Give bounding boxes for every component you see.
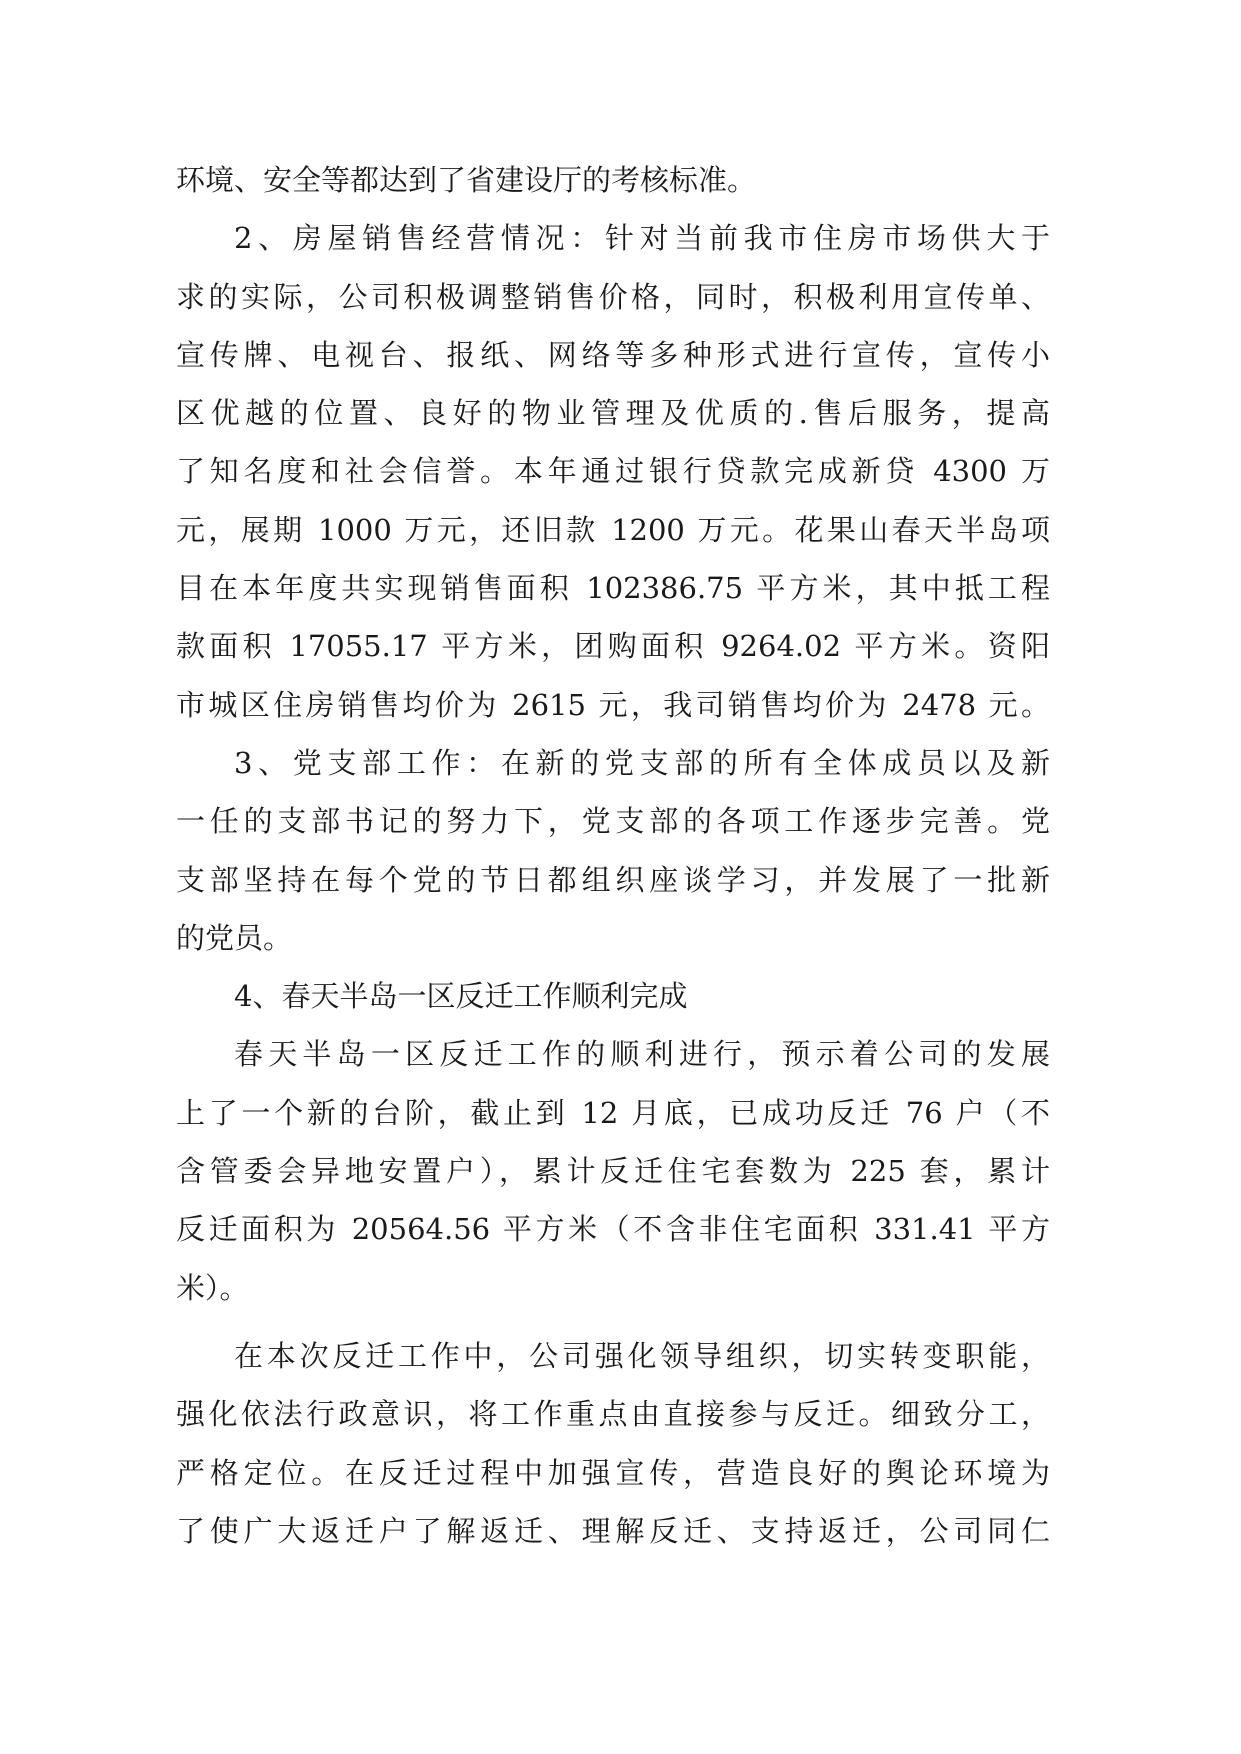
text-line: 求的实际，公司积极调整销售价格，同时，积极利用宣传单、 [176,279,1050,314]
text-line: 支部坚持在每个党的节日都组织座谈学习，并发展了一批新 [176,862,1050,897]
section-heading [176,967,1050,1025]
text-line: 宣传牌、电视台、报纸、网络等多种形式进行宣传，宣传小 [176,337,1050,372]
paragraph-party-branch [176,734,1050,967]
text-line: 目在本年度共实现销售面积 102386.75 平方米，其中抵工程 [176,571,1050,606]
document-body [176,151,1050,1560]
paragraph-relocation-progress [176,1025,1050,1316]
text-line: 了使广大返迁户了解返迁、理解反迁、支持返迁，公司同仁 [176,1513,1050,1548]
text-line: 环境、安全等都达到了省建设厅的考核标准。 [176,163,757,197]
text-line: 在本次反迁工作中，公司强化领导组织，切实转变职能， [234,1338,1050,1373]
text-line: 区优越的位置、良好的物业管理及优质的.售后服务，提高 [176,396,1050,431]
paragraph-continuation [176,151,1050,209]
paragraph-housing-sales [176,209,1050,734]
text-line: 上了一个新的台阶，截止到 12 月底，已成功反迁 76 户（不 [176,1095,1050,1130]
text-line: 强化依法行政意识，将工作重点由直接参与反迁。细致分工， [176,1397,1050,1432]
text-line: 的党员。 [176,920,293,955]
text-line: 款面积 17055.17 平方米，团购面积 9264.02 平方米。资阳 [176,629,1050,664]
text-line: 米）。 [176,1270,249,1305]
text-line: 反迁面积为 20564.56 平方米（不含非住宅面积 331.41 平方 [176,1212,1050,1247]
paragraph-relocation-work [176,1327,1050,1560]
text-line: 春天半岛一区反迁工作的顺利进行，预示着公司的发展 [234,1037,1050,1072]
text-line: 市城区住房销售均价为 2615 元，我司销售均价为 2478 元。 [176,687,1050,722]
text-line: 3、党支部工作：在新的党支部的所有全体成员以及新 [234,745,1050,780]
text-line: 2、房屋销售经营情况：针对当前我市住房市场供大于 [234,221,1050,256]
text-line: 4、春天半岛一区反迁工作顺利完成 [234,979,688,1014]
text-line: 严格定位。在反迁过程中加强宣传，营造良好的舆论环境为 [176,1455,1050,1490]
text-line: 一任的支部书记的努力下，党支部的各项工作逐步完善。党 [176,804,1050,839]
text-line: 元，展期 1000 万元，还旧款 1200 万元。花果山春天半岛项 [176,512,1050,547]
text-line: 含管委会异地安置户），累计反迁住宅套数为 225 套，累计 [176,1154,1050,1189]
text-line: 了知名度和社会信誉。本年通过银行贷款完成新贷 4300 万 [176,454,1050,489]
